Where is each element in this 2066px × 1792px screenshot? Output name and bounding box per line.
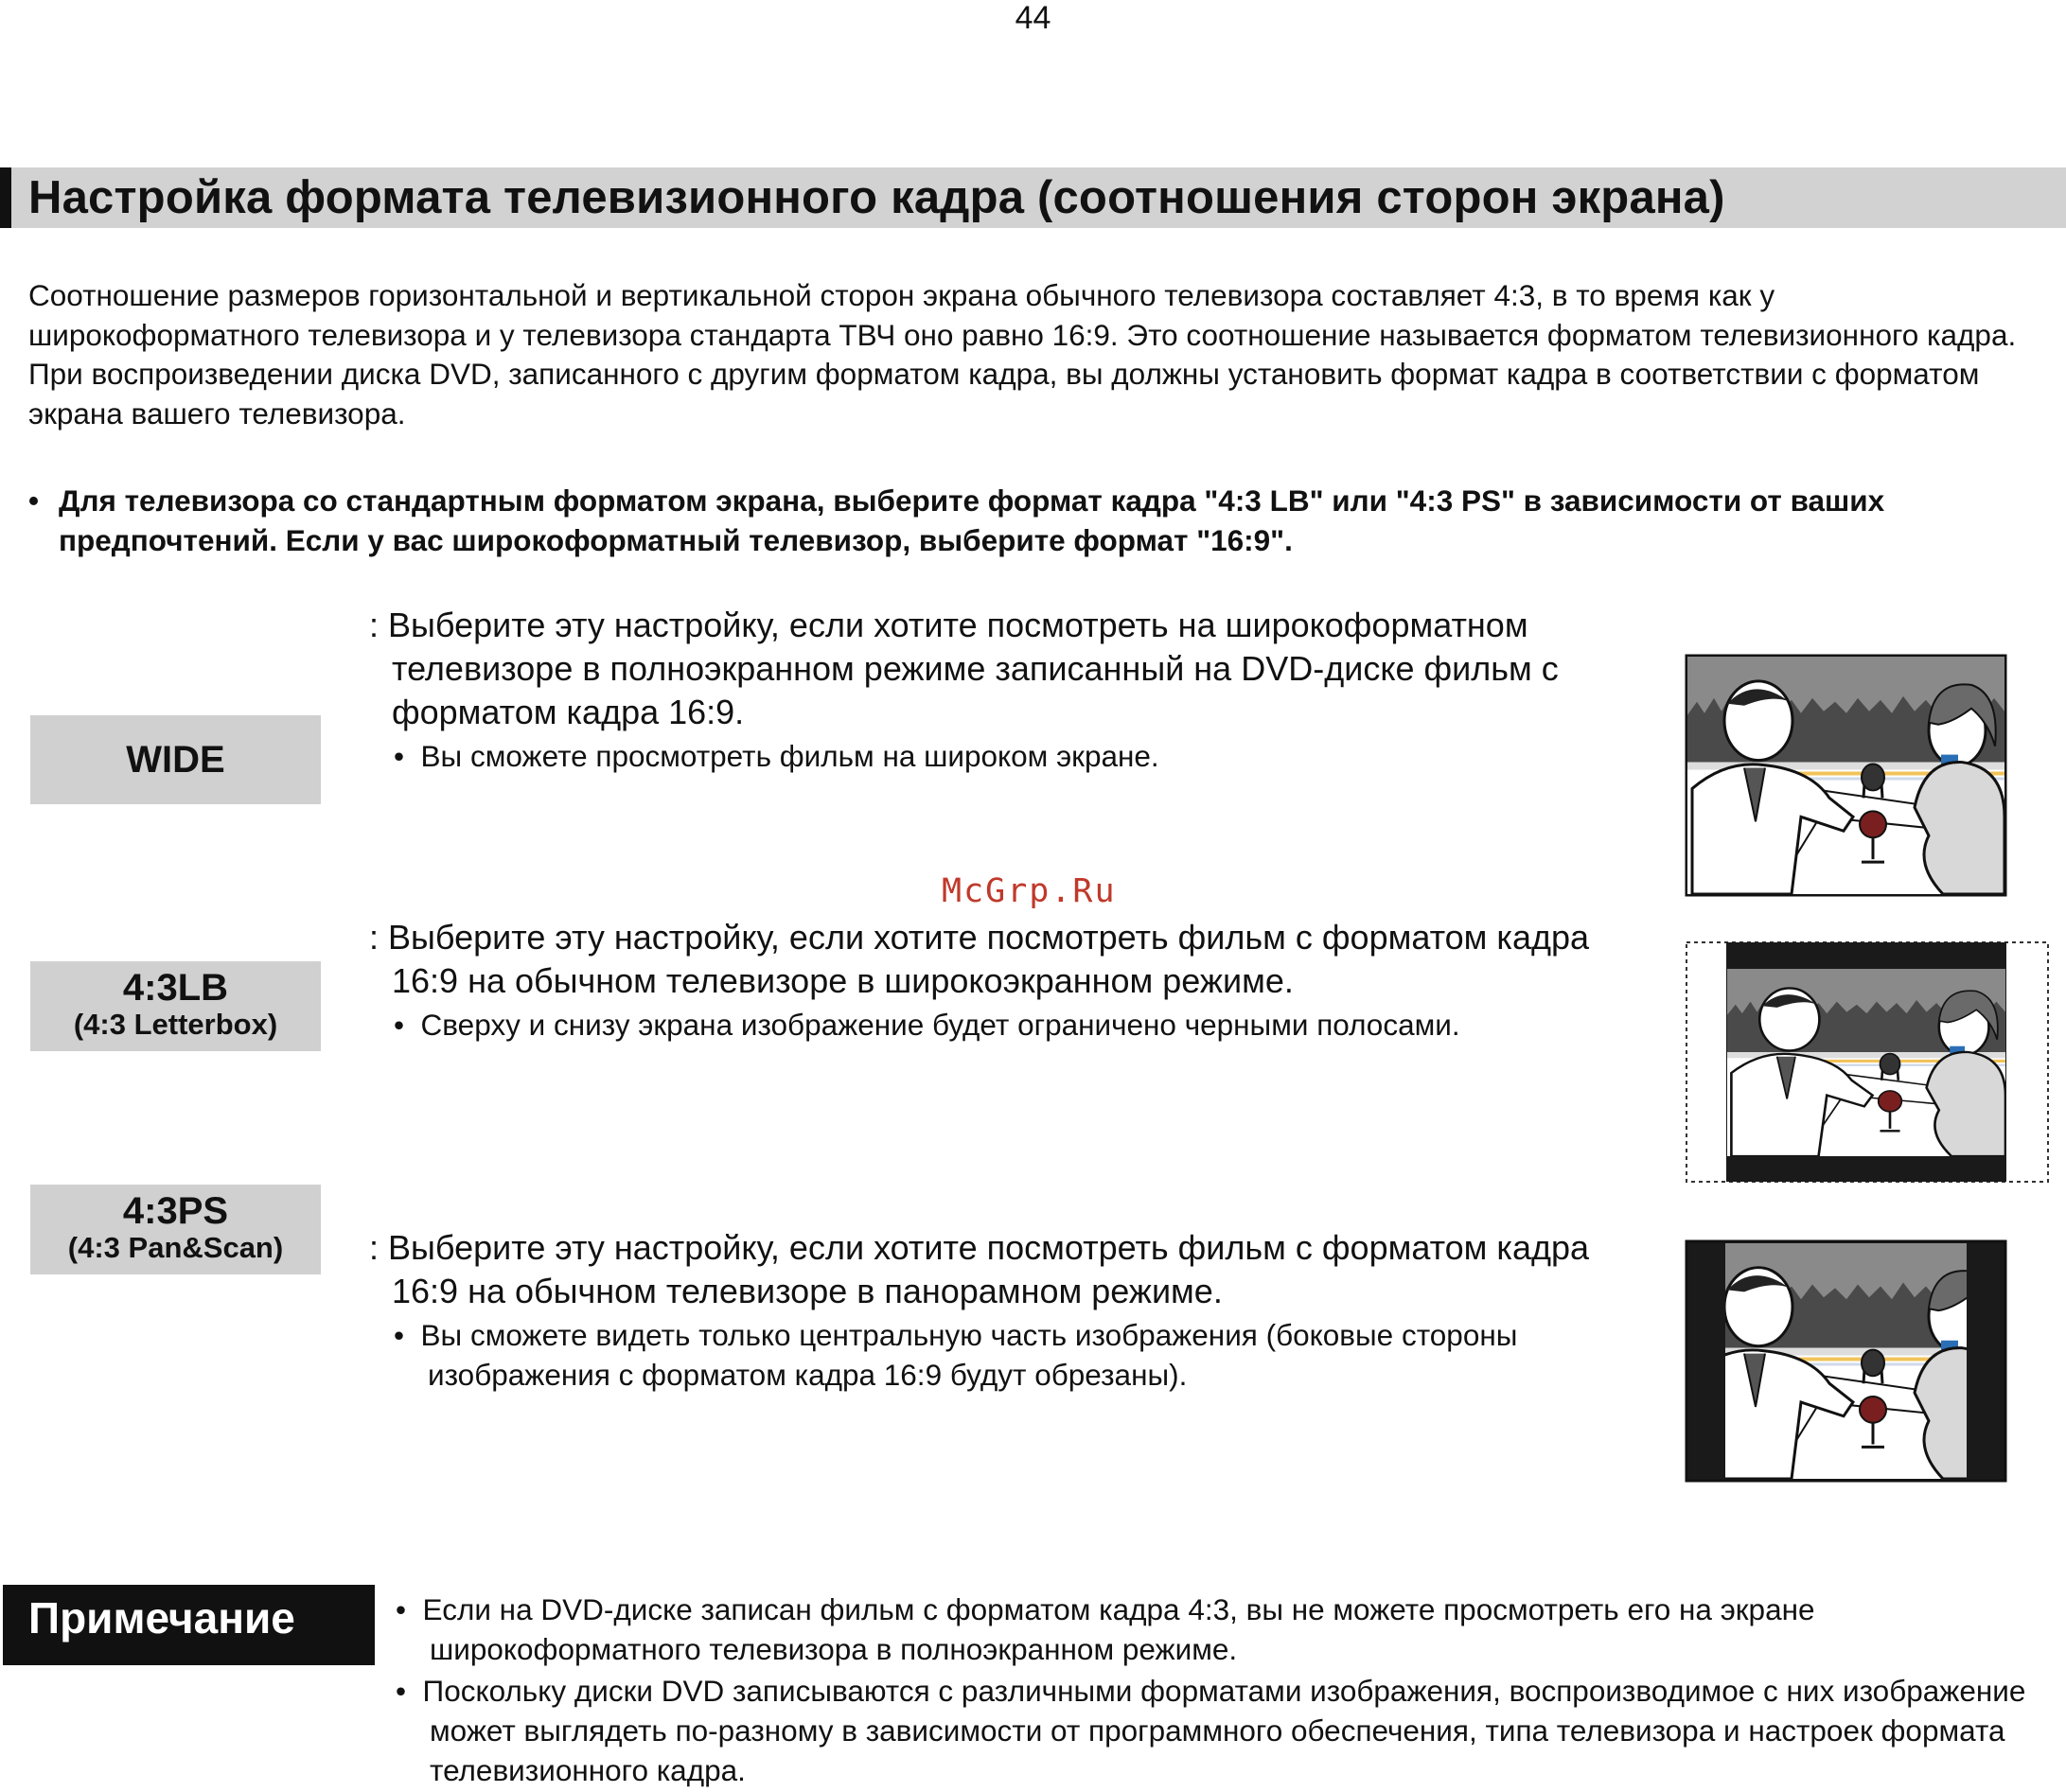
- mode-bullet-text: Сверху и снизу экрана изображение будет ограничено черными полосами.: [420, 1008, 1460, 1042]
- mode-bullet: • Сверху и снизу экрана изображение будет ограничено черными полосами.: [394, 1008, 1460, 1042]
- bullet-dot: •: [28, 483, 40, 518]
- page-number: 44: [1015, 0, 1051, 36]
- note-item: • Если на DVD-диске записан фильм с форматом кадра 4:3, вы не можете просмотреть его на экране широкоформатного телевизора в полноэкранном режиме.: [396, 1592, 1815, 1666]
- mode-label: 4:3PS: [122, 1190, 229, 1232]
- page-title: Настройка формата телевизионного кадра (соотношения сторон экрана): [28, 172, 1725, 223]
- letterbox-illustration: [1686, 942, 2048, 1182]
- mode-description-text: : Выберите эту настройку, если хотите посмотреть фильм с форматом кадра 16:9 на обычном телевизоре в панорамном режиме.: [369, 1228, 1590, 1310]
- panscan-illustration: [1686, 1241, 2005, 1481]
- mode-bullet: • Вы сможете видеть только центральную часть изображения (боковые стороны изображения с форматом кадра 16:9 будут обрезаны).: [394, 1318, 1518, 1392]
- mode-label: WIDE: [126, 739, 225, 781]
- mode-label: 4:3LB: [122, 967, 229, 1009]
- mode-bullet-text: Вы сможете видеть только центральную часть изображения (боковые стороны изображения с форматом кадра 16:9 будут обрезаны).: [420, 1318, 1518, 1392]
- note-item: • Поскольку диски DVD записываются с различными форматами изображения, воспроизводимое с них изображение может выглядеть по-разному в зависимости от программного обеспечения, типа телевизора и настроек формата телевизионного кадра.: [396, 1674, 2026, 1787]
- mode-sublabel: (4:3 Pan&Scan): [67, 1231, 284, 1264]
- mode-bullet: • Вы сможете просмотреть фильм на широком экране.: [394, 739, 1159, 773]
- note-list: [396, 1590, 2042, 1792]
- wide-illustration: [1686, 656, 2005, 895]
- note-title: Примечание: [28, 1593, 295, 1643]
- intro-paragraph: Соотношение размеров горизонтальной и вертикальной сторон экрана обычного телевизора составляет 4:3, в то время как у широкоформатного телевизора и у телевизора стандарта ТВЧ оно равно 16:9. Это соотношение называется форматом телевизионного кадра. При воспроизведении диска DVD, записанного с другим форматом кадра, вы должны установить формат кадра в соответствии с форматом экрана вашего телевизора.: [28, 278, 2017, 430]
- mode-description-text: : Выберите эту настройку, если хотите посмотреть фильм с форматом кадра 16:9 на обычном телевизоре в широкоэкранном режиме.: [369, 918, 1590, 1000]
- watermark: McGrp.Ru: [942, 872, 1117, 910]
- note-item-text: Поскольку диски DVD записываются с различными форматами изображения, воспроизводимое с них изображение может выглядеть по-разному в зависимости от программного обеспечения, типа телевизора и настроек формата телевизионного кадра.: [422, 1674, 2026, 1787]
- mode-description-text: : Выберите эту настройку, если хотите посмотреть на широкоформатном телевизоре в полноэкранном режиме записанный на DVD-диске фильм с форматом кадра 16:9.: [369, 606, 1559, 731]
- mode-sublabel: (4:3 Letterbox): [73, 1008, 278, 1041]
- tip-text: Для телевизора со стандартным форматом экрана, выберите формат кадра "4:3 LB" или "4:3 PS" в зависимости от ваших предпочтений. Если у вас широкоформатный телевизор, выберите формат "16:9".: [59, 483, 1885, 557]
- mode-bullet-text: Вы сможете просмотреть фильм на широком экране.: [420, 739, 1159, 773]
- note-item-text: Если на DVD-диске записан фильм с форматом кадра 4:3, вы не можете просмотреть его на экране широкоформатного телевизора в полноэкранном режиме.: [422, 1592, 1815, 1666]
